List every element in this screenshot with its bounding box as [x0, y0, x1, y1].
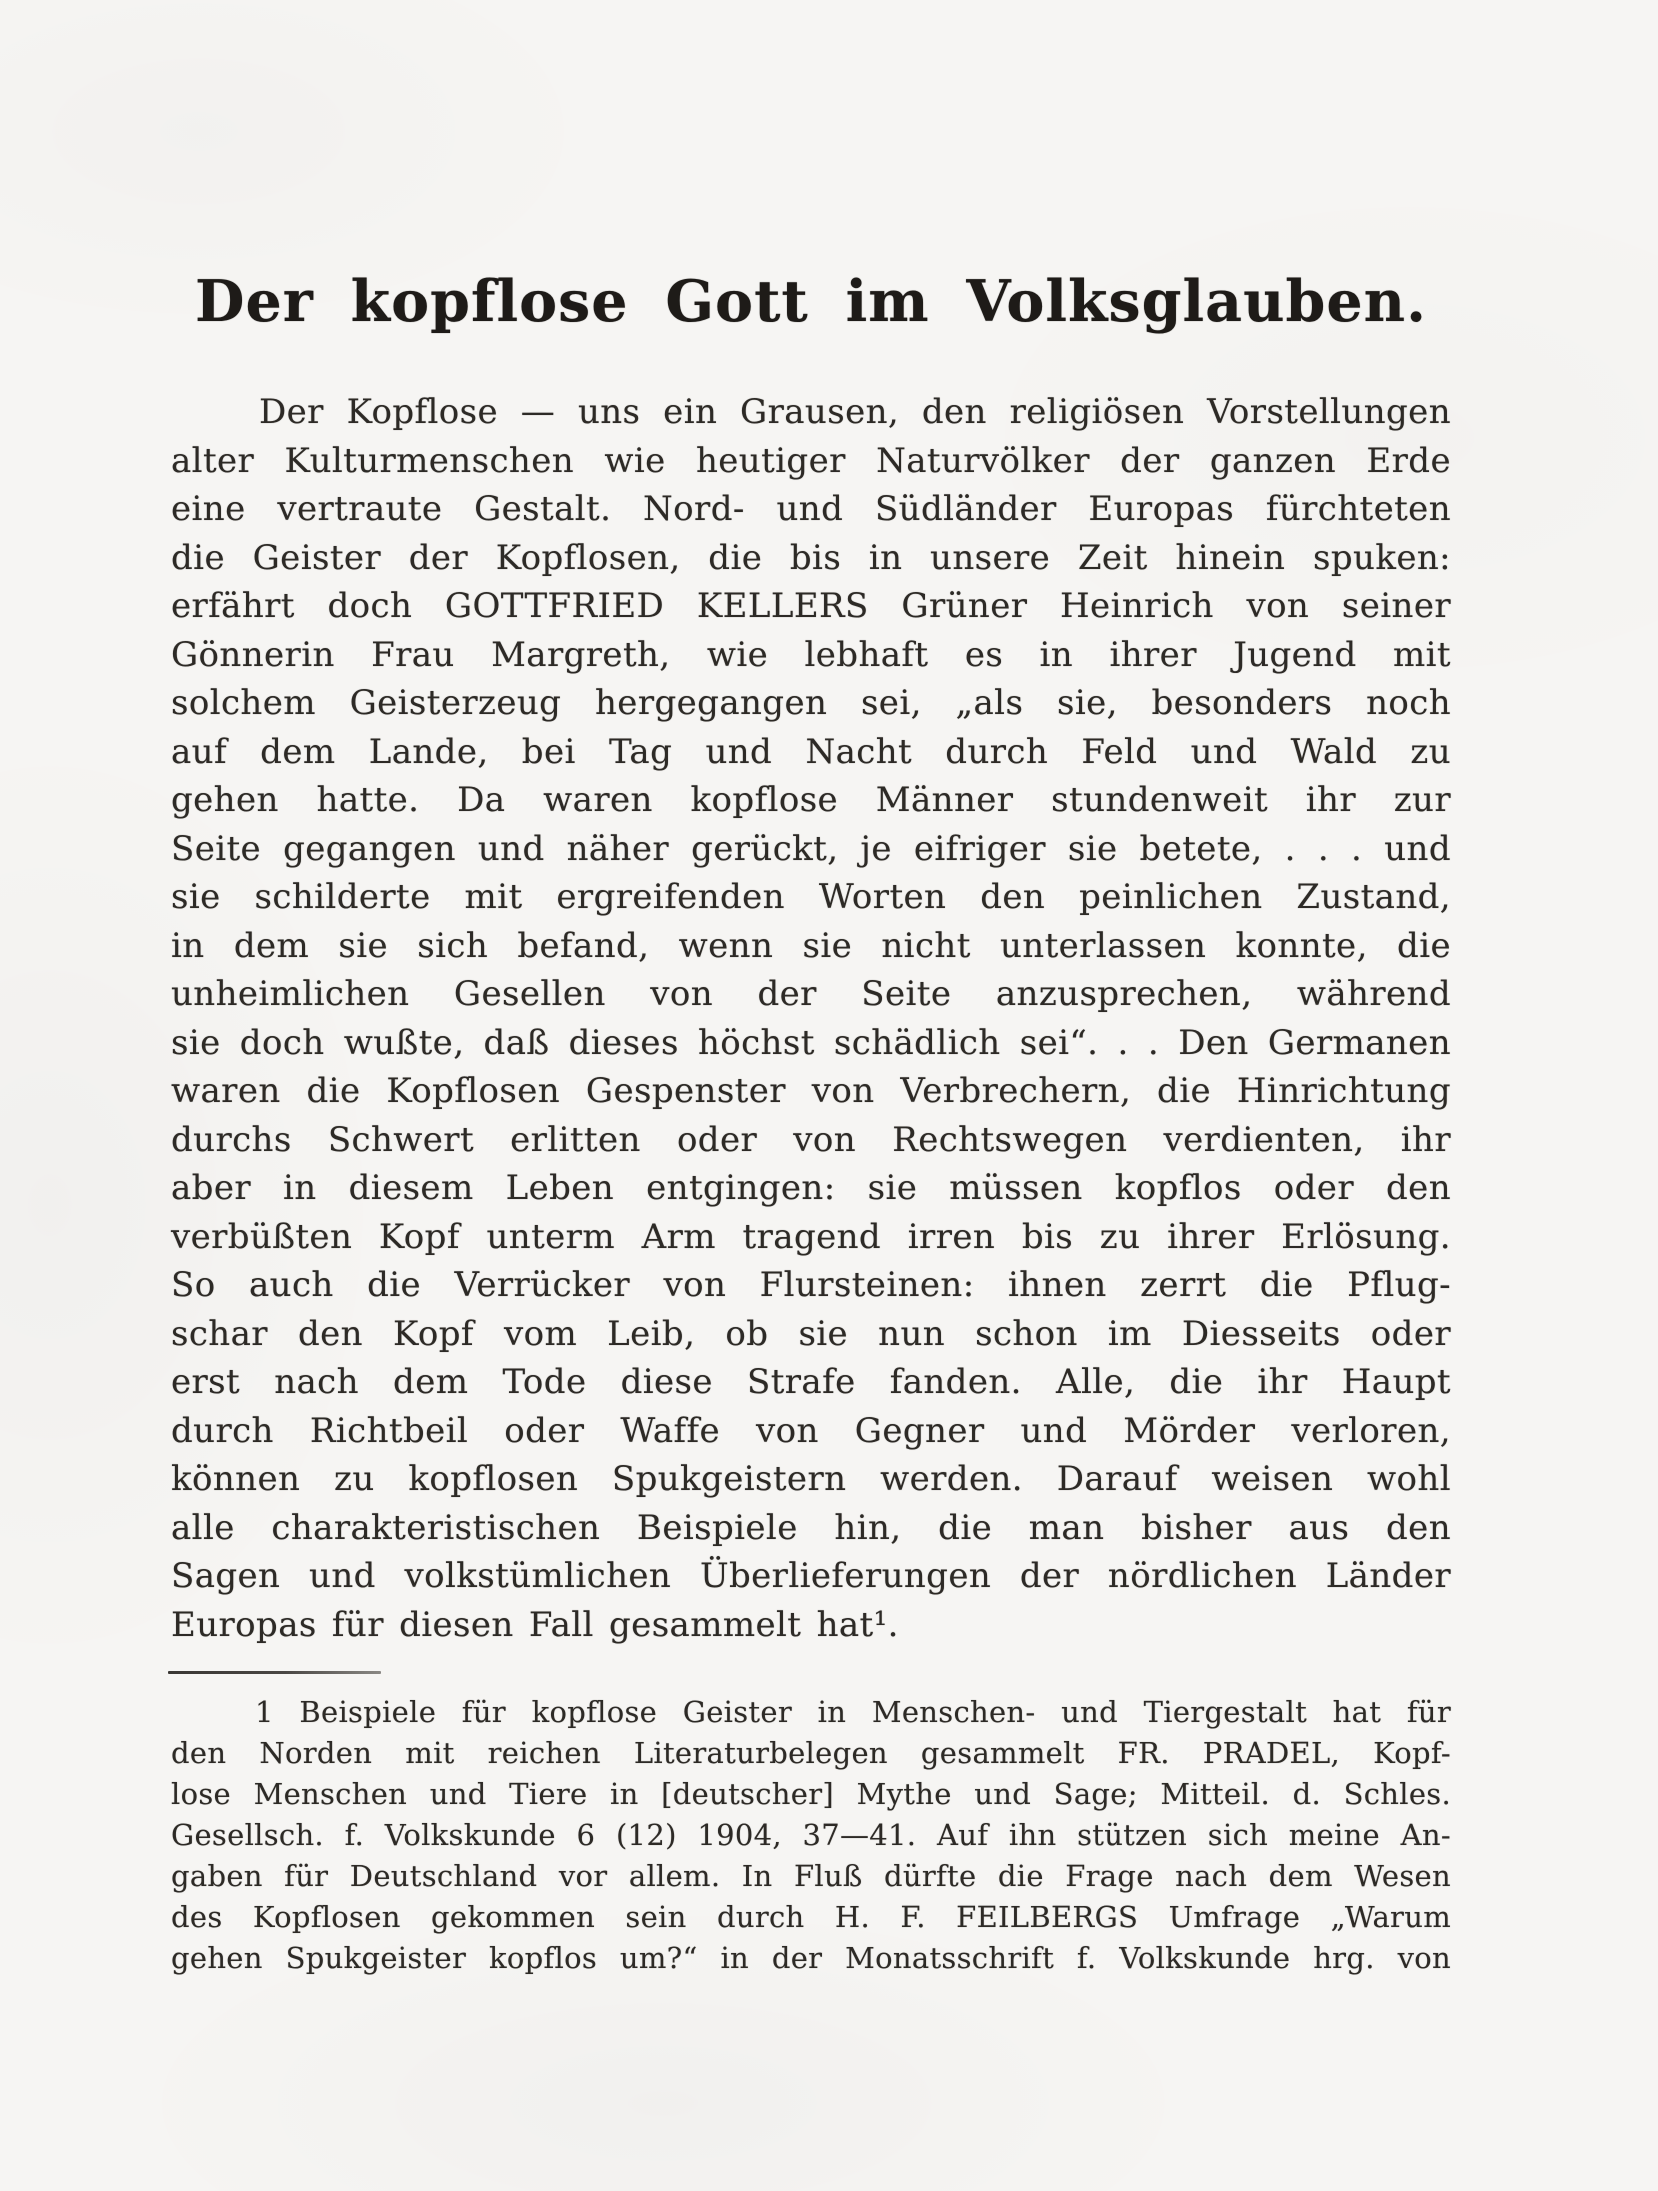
footnote-text-line: des Kopflosen gekommen sein durch H. F. FEILBERGS Umfrage „Warum: [171, 1900, 1451, 1934]
body-text-line: Europas für diesen Fall gesammelt hat¹.: [171, 1604, 899, 1645]
body-text-line: So auch die Verrücker von Flursteinen: ihnen zerrt die Pflug-: [171, 1265, 1451, 1305]
body-text-line: unheimlichen Gesellen von der Seite anzusprechen, während: [171, 974, 1451, 1014]
body-text-line: in dem sie sich befand, wenn sie nicht unterlassen konnte, die: [171, 925, 1451, 966]
footnote-text-line: 1 Beispiele für kopflose Geister in Menschen- und Tiergestalt hat für: [255, 1695, 1451, 1729]
body-text-line: Sagen und volkstümlichen Überlieferungen der nördlichen Länder: [171, 1556, 1451, 1596]
footnote-text-line: den Norden mit reichen Literaturbelegen gesammelt FR. PRADEL, Kopf-: [171, 1736, 1451, 1770]
footnote-text-line: gaben für Deutschland vor allem. In Fluß dürfte die Frage nach dem Wesen: [171, 1859, 1451, 1893]
footnote-text-line: lose Menschen und Tiere in [deutscher] Mythe und Sage; Mitteil. d. Schles.: [171, 1777, 1451, 1811]
body-text-line: gehen hatte. Da waren kopflose Männer stundenweit ihr zur: [171, 780, 1451, 820]
body-text-line: solchem Geisterzeug hergegangen sei, „als sie, besonders noch: [171, 683, 1451, 723]
body-text-line: erfährt doch GOTTFRIED KELLERS Grüner Heinrich von seiner: [171, 586, 1451, 626]
footnote-paragraph: [171, 1692, 1451, 1979]
body-text-line: Seite gegangen und näher gerückt, je eifriger sie betete, . . . und: [171, 828, 1451, 869]
footnote-text-line: Gesellsch. f. Volkskunde 6 (12) 1904, 37—41. Auf ihn stützen sich meine An-: [171, 1818, 1451, 1852]
body-text-line: sie doch wußte, daß dieses höchst schädlich sei“. . . Den Germanen: [171, 1022, 1451, 1063]
body-text-line: durch Richtbeil oder Waffe von Gegner und Mörder verloren,: [171, 1410, 1451, 1451]
page-title: Der kopflose Gott im Volksglauben.: [195, 268, 1427, 335]
body-text-line: können zu kopflosen Spukgeistern werden. Darauf weisen wohl: [171, 1459, 1451, 1499]
body-text-line: alter Kulturmenschen wie heutiger Naturvölker der ganzen Erde: [171, 440, 1451, 481]
body-text-line: Der Kopflose — uns ein Grausen, den religiösen Vorstellungen: [259, 392, 1451, 432]
body-text-line: waren die Kopflosen Gespenster von Verbrechern, die Hinrichtung: [171, 1071, 1451, 1111]
body-text-line: eine vertraute Gestalt. Nord- und Südländer Europas fürchteten: [171, 489, 1451, 529]
footnote-separator-rule: [168, 1671, 381, 1674]
body-text-line: erst nach dem Tode diese Strafe fanden. Alle, die ihr Haupt: [171, 1362, 1451, 1402]
body-paragraph: [171, 388, 1451, 1649]
footnote-text-line: gehen Spukgeister kopflos um?“ in der Monatsschrift f. Volkskunde hrg. von: [171, 1941, 1451, 1975]
body-text-line: auf dem Lande, bei Tag und Nacht durch Feld und Wald zu: [171, 731, 1451, 772]
body-text-line: schar den Kopf vom Leib, ob sie nun schon im Diesseits oder: [171, 1313, 1451, 1354]
body-text-line: die Geister der Kopflosen, die bis in unsere Zeit hinein spuken:: [171, 537, 1451, 578]
body-text-line: sie schilderte mit ergreifenden Worten den peinlichen Zustand,: [171, 877, 1451, 917]
body-text-line: aber in diesem Leben entgingen: sie müssen kopflos oder den: [171, 1168, 1451, 1208]
body-text-line: verbüßten Kopf unterm Arm tragend irren bis zu ihrer Erlösung.: [171, 1216, 1451, 1257]
body-text-line: alle charakteristischen Beispiele hin, die man bisher aus den: [171, 1507, 1451, 1548]
body-text-line: durchs Schwert erlitten oder von Rechtswegen verdienten, ihr: [171, 1119, 1451, 1160]
body-text-line: Gönnerin Frau Margreth, wie lebhaft es in ihrer Jugend mit: [171, 634, 1451, 675]
